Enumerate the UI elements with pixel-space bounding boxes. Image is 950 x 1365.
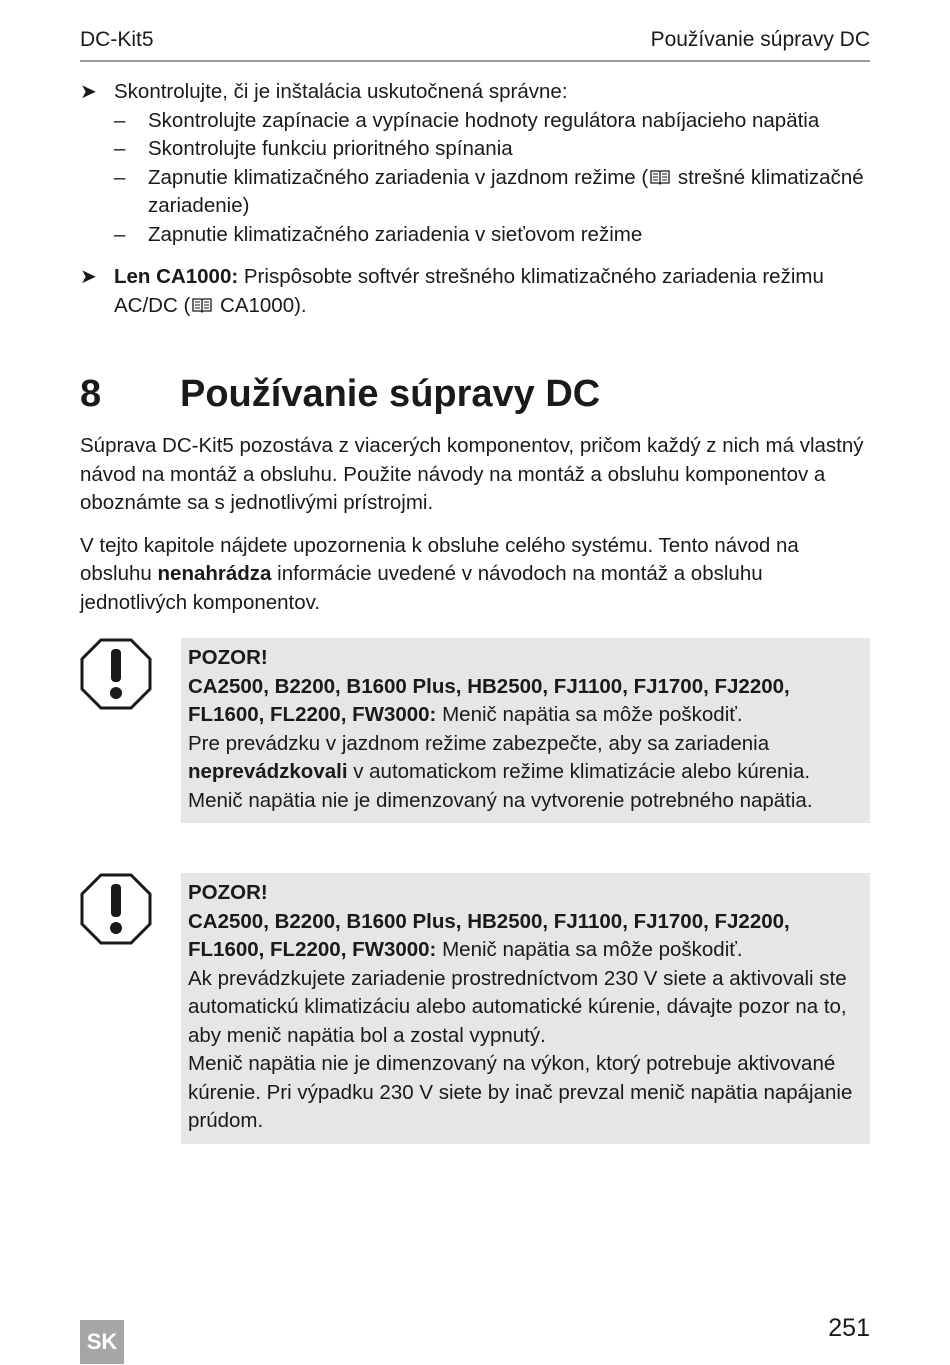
sub-item-text: Zapnutie klimatizačného zariadenia v sieťovom režime <box>148 222 643 246</box>
warning-line: Menič napätia nie je dimenzovaný na výkon, ktorý potrebuje aktivované kúrenie. Pri výpadku 230 V siete by inač prevzal menič napätia napájanie prúdom. <box>188 1052 853 1132</box>
step-item <box>80 263 870 320</box>
warning-title: POZOR! <box>188 646 268 669</box>
warning-line <box>188 730 862 787</box>
instruction-steps <box>80 78 870 334</box>
paragraph-text: informácie uvedené v návodoch na montáž a obsluhu jednotlivých komponentov. <box>80 562 763 614</box>
paragraph-text: V tejto kapitole nájdete upozornenia k obsluhe celého systému. Tento návod na obsluhu <box>80 533 799 585</box>
header-doc-title: DC-Kit5 <box>80 28 154 51</box>
sub-item-text: Skontrolujte funkciu prioritného spínania <box>148 137 513 160</box>
warning-text: Menič napätia sa môže poškodiť. <box>436 703 743 726</box>
warning-octagon-icon <box>80 638 152 710</box>
warning-title: POZOR! <box>188 881 268 904</box>
warning-models-line <box>188 908 862 965</box>
paragraph: Súprava DC-Kit5 pozostáva z viacerých komponentov, pričom každý z nich má vlastný návod na montáž a obsluhu. Použite návody na montáž a obsluhu komponentov a oboznámte sa s jednotlivými prístrojmi. <box>80 434 864 514</box>
step-label: Len CA1000: <box>114 265 239 288</box>
step-text: Skontrolujte, či je inštalácia uskutočnená správne: <box>114 80 568 103</box>
warning-line: Menič napätia nie je dimenzovaný na vytvorenie potrebného napätia. <box>188 788 813 812</box>
chapter-heading <box>80 370 870 420</box>
dash-bullet: – <box>114 222 126 246</box>
arrow-bullet-icon: ➤ <box>80 81 97 103</box>
dash-bullet: – <box>114 108 126 132</box>
warning-line: Ak prevádzkujete zariadenie prostredníctvom 230 V siete a aktivovali ste automatickú klimatizáciu alebo automatické kúrenie, dávajte pozor na to, aby menič napätia bol a zostal vypnutý. <box>188 966 847 1047</box>
arrow-bullet-icon: ➤ <box>80 266 97 288</box>
warning-text: v automatickom režime klimatizácie alebo kúrenia. <box>347 760 811 783</box>
warning-models-line <box>188 673 862 730</box>
warning-text: Pre prevádzku v jazdnom režime zabezpečte, aby sa zariadenia <box>188 731 770 755</box>
emphasis-text: neprevádzkovali <box>188 760 348 783</box>
page-header <box>80 28 870 62</box>
warning-models: CA2500, B2200, B1600 Plus, HB2500, FJ1100, FJ1700, FJ2200, FL1600, FL2200, FW3000: <box>188 674 790 726</box>
warning-models: CA2500, B2200, B1600 Plus, HB2500, FJ1100, FJ1700, FJ2200, FL1600, FL2200, FW3000: <box>188 909 790 961</box>
page-number: 251 <box>828 1314 870 1342</box>
warning-box <box>181 638 870 823</box>
language-badge: SK <box>80 1320 124 1364</box>
sub-item <box>114 135 870 164</box>
chapter-number: 8 <box>80 373 102 415</box>
dash-bullet: – <box>114 165 126 189</box>
book-icon <box>650 169 670 185</box>
header-chapter-title: Používanie súpravy DC <box>650 28 870 51</box>
warning-text: Menič napätia sa môže poškodiť. <box>436 938 743 961</box>
sub-item <box>114 107 870 136</box>
warning-octagon-icon <box>80 873 152 945</box>
intro-paragraphs <box>80 432 870 631</box>
emphasis-text: nenahrádza <box>157 562 272 585</box>
step-item <box>80 78 870 249</box>
chapter-title: Používanie súpravy DC <box>180 373 601 415</box>
sub-item <box>114 221 870 250</box>
step-text: CA1000). <box>214 293 307 317</box>
step-text: Prispôsobte softvér strešného klimatizačného zariadenia režimu AC/DC ( <box>114 265 824 317</box>
sub-item <box>114 164 870 221</box>
sub-item-text: strešné klimatizačné zariadenie) <box>148 165 864 217</box>
sub-item-text: Skontrolujte zapínacie a vypínacie hodnoty regulátora nabíjacieho napätia <box>148 108 820 132</box>
warning-box <box>181 873 870 1144</box>
sub-item-text: Zapnutie klimatizačného zariadenia v jazdnom režime ( <box>148 165 649 189</box>
dash-bullet: – <box>114 137 126 160</box>
book-icon <box>192 297 212 313</box>
paragraph <box>80 532 870 618</box>
